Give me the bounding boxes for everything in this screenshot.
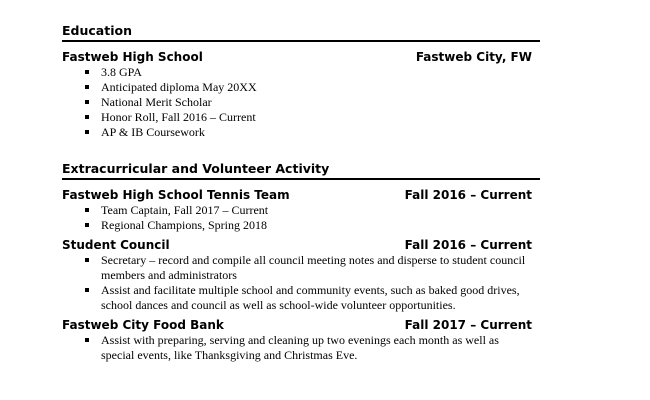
activity-entry-header bbox=[62, 318, 540, 333]
resume-page bbox=[62, 0, 540, 363]
activity-title: Student Council bbox=[62, 238, 170, 252]
activity-entry-header bbox=[62, 188, 540, 203]
education-bullet: AP & IB Coursework bbox=[85, 125, 540, 140]
activity-title: Fastweb City Food Bank bbox=[62, 318, 224, 332]
education-bullet: Anticipated diploma May 20XX bbox=[85, 80, 540, 95]
activity-bullet: Assist and facilitate multiple school and community events, such as baked good drives, school dances and council as well as school-wide volunteer opportunities. bbox=[85, 283, 540, 313]
activity-bullet-list bbox=[62, 203, 540, 233]
square-bullet-icon bbox=[85, 130, 89, 134]
education-bullet: National Merit Scholar bbox=[85, 95, 540, 110]
activity-bullet-list bbox=[62, 333, 540, 363]
activity-bullet: Regional Champions, Spring 2018 bbox=[85, 218, 540, 233]
activity-bullet-list bbox=[62, 253, 540, 313]
square-bullet-icon bbox=[85, 338, 89, 342]
square-bullet-icon bbox=[85, 115, 89, 119]
education-bullet: 3.8 GPA bbox=[85, 65, 540, 80]
activity-bullet: Team Captain, Fall 2017 – Current bbox=[85, 203, 540, 218]
square-bullet-icon bbox=[85, 70, 89, 74]
square-bullet-icon bbox=[85, 100, 89, 104]
square-bullet-icon bbox=[85, 258, 89, 262]
square-bullet-icon bbox=[85, 223, 89, 227]
education-bullet: Honor Roll, Fall 2016 – Current bbox=[85, 110, 540, 125]
square-bullet-icon bbox=[85, 288, 89, 292]
education-heading: Education bbox=[62, 23, 540, 42]
activity-dates: Fall 2016 – Current bbox=[404, 188, 532, 202]
activity-entry-header bbox=[62, 238, 540, 253]
activities-heading: Extracurricular and Volunteer Activity bbox=[62, 161, 540, 180]
education-bullet-list bbox=[62, 65, 540, 140]
square-bullet-icon bbox=[85, 208, 89, 212]
education-entry-header bbox=[62, 50, 540, 65]
activity-title: Fastweb High School Tennis Team bbox=[62, 188, 290, 202]
school-name: Fastweb High School bbox=[62, 50, 203, 64]
square-bullet-icon bbox=[85, 85, 89, 89]
activity-bullet: Assist with preparing, serving and cleaning up two evenings each month as well as special events, like Thanksgiving and Christmas Eve. bbox=[85, 333, 540, 363]
activity-dates: Fall 2017 – Current bbox=[404, 318, 532, 332]
school-location: Fastweb City, FW bbox=[415, 50, 532, 64]
activity-bullet: Secretary – record and compile all council meeting notes and disperse to student council members and administrators bbox=[85, 253, 540, 283]
activity-dates: Fall 2016 – Current bbox=[404, 238, 532, 252]
